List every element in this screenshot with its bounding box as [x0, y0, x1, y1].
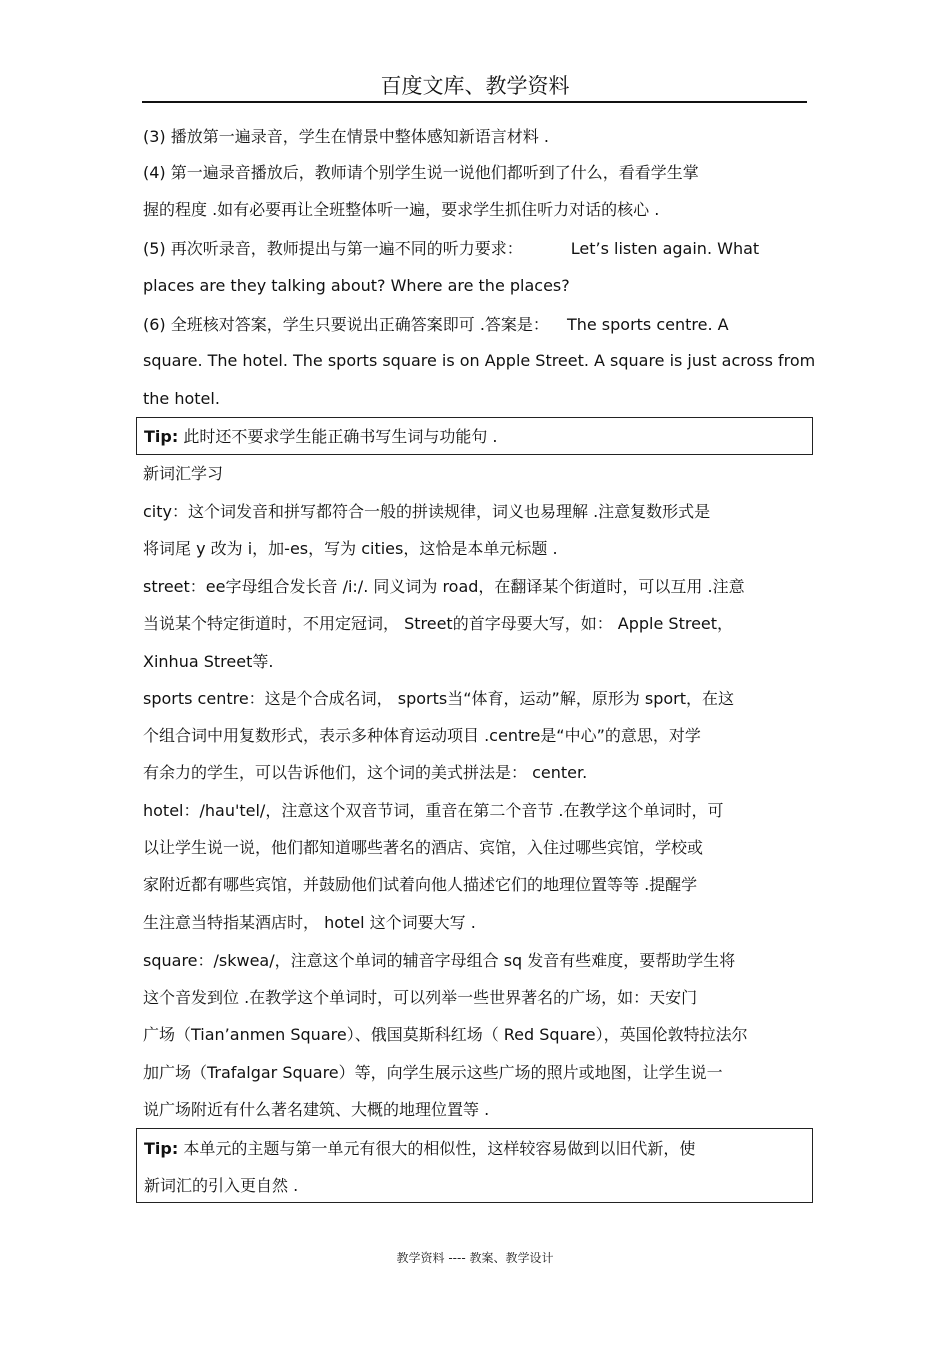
vocab-square-line-2: 这个音发到位 .在教学这个单词时，可以列举一些世界著名的广场，如：天安门: [143, 988, 698, 1007]
tip-box-2: [136, 1128, 813, 1203]
tip-box-1: [136, 417, 813, 455]
step-4-line-2: 握的程度 .如有必要再让全班整体听一遍，要求学生抓住听力对话的核心 .: [143, 200, 660, 219]
step-5-line-1: [143, 238, 759, 260]
vocab-city-line-2: 将词尾 y 改为 i，加-es，写为 cities，这恰是本单元标题 .: [143, 539, 558, 558]
vocab-hotel-line-1: hotel：/hau'tel/，注意这个双音节词，重音在第二个音节 .在教学这个单词时，可: [143, 801, 724, 820]
vocab-square-line-3: 广场（Tian’anmen Square）、俄国莫斯科红场（ Red Square），英国伦敦特拉法尔: [143, 1025, 748, 1044]
step-5-english: Let’s listen again. What: [570, 239, 760, 258]
vocab-city-line-1: city：这个词发音和拼写都符合一般的拼读规律，词义也易理解 .注意复数形式是: [143, 502, 711, 521]
tip-2-label: Tip:: [144, 1139, 179, 1158]
tip-2-line-2: 新词汇的引入更自然 .: [144, 1176, 299, 1195]
vocab-street-line-2: 当说某个特定街道时，不用定冠词， Street的首字母要大写，如： Apple Street，: [143, 614, 734, 633]
page-footer: 教学资料 ---- 教案、教学设计: [396, 1251, 554, 1265]
tip-1-line: [144, 426, 498, 448]
header-divider: [142, 101, 807, 103]
tip-1-text: 此时还不要求学生能正确书写生词与功能句 .: [183, 427, 498, 446]
step-6-text: (6) 全班核对答案，学生只要说出正确答案即可 .答案是：: [143, 315, 549, 334]
step-3: (3) 播放第一遍录音，学生在情景中整体感知新语言材料 .: [143, 127, 549, 146]
vocab-street-line-3: Xinhua Street等.: [143, 652, 274, 671]
vocab-hotel-line-3: 家附近都有哪些宾馆，并鼓励他们试着向他人描述它们的地理位置等等 .提醒学: [143, 875, 698, 894]
step-6-line-3: the hotel.: [143, 389, 220, 408]
vocab-sports-line-3: 有余力的学生，可以告诉他们，这个词的美式拼法是： center.: [143, 763, 588, 782]
step-6-english: The sports centre. A: [566, 315, 729, 334]
vocab-square-line-1: square：/skwea/，注意这个单词的辅音字母组合 sq 发音有些难度，要帮助学生将: [143, 951, 736, 970]
tip-2-text-1: 本单元的主题与第一单元有很大的相似性，这样较容易做到以旧代新，使: [183, 1139, 696, 1158]
vocab-hotel-line-4: 生注意当特指某酒店时， hotel 这个词要大写 .: [143, 913, 476, 932]
page-header-title: 百度文库、教学资料: [380, 74, 570, 98]
step-6-line-2: square. The hotel. The sports square is on Apple Street. A square is just across from: [143, 351, 816, 370]
vocab-heading: 新词汇学习: [143, 464, 224, 483]
step-5-text: (5) 再次听录音，教师提出与第一遍不同的听力要求：: [143, 239, 523, 258]
vocab-square-line-5: 说广场附近有什么著名建筑、大概的地理位置等 .: [143, 1100, 490, 1119]
step-4-line-1: (4) 第一遍录音播放后，教师请个别学生说一说他们都听到了什么，看看学生掌: [143, 163, 699, 182]
tip-1-label: Tip:: [144, 427, 179, 446]
tip-2-line-1: [144, 1138, 695, 1160]
vocab-sports-line-1: sports centre：这是个合成名词， sports当“体育，运动”解，原形为 sport，在这: [143, 689, 735, 708]
vocab-square-line-4: 加广场（Trafalgar Square）等，向学生展示这些广场的照片或地图，让学生说一: [143, 1063, 723, 1082]
vocab-sports-line-2: 个组合词中用复数形式，表示多种体育运动项目 .centre是“中心”的意思，对学: [143, 726, 701, 745]
step-6-line-1: [143, 314, 729, 336]
step-5-line-2: places are they talking about? Where are the places?: [143, 276, 570, 295]
vocab-hotel-line-2: 以让学生说一说，他们都知道哪些著名的酒店、宾馆，入住过哪些宾馆，学校或: [143, 838, 704, 857]
vocab-street-line-1: street：ee字母组合发长音 /i:/. 同义词为 road，在翻译某个街道时，可以互用 .注意: [143, 577, 745, 596]
